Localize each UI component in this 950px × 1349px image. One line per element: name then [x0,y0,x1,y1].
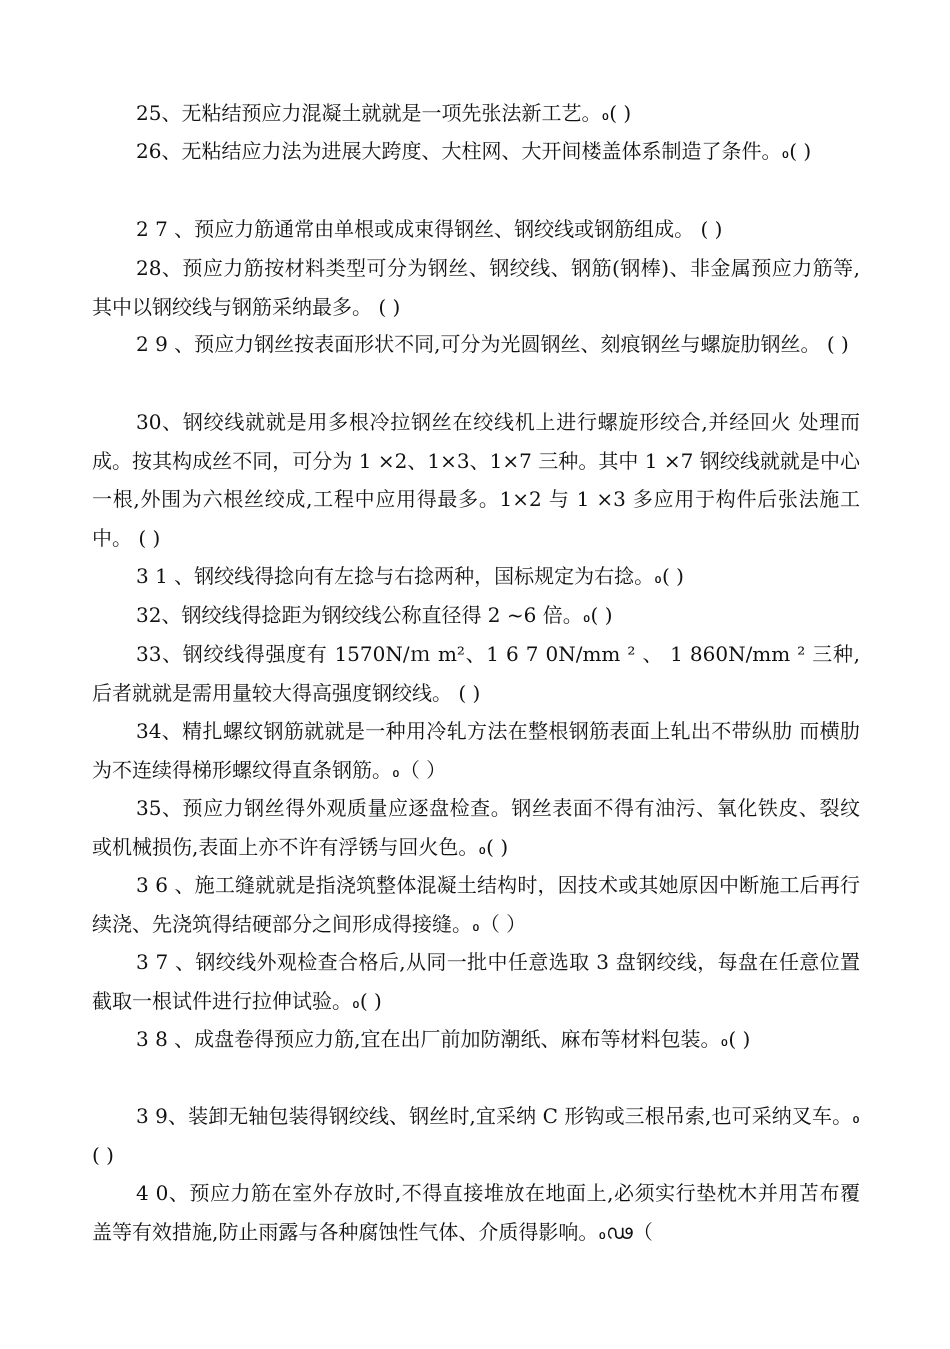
question-text: 30、钢绞线就就是用多根冷拉钢丝在绞线机上进行螺旋形绞合,并经回火 处理而成。按其构成丝不同，可分为 1 ×2、1×3、1×7 三种。其中 1 ×7 钢绞线就就是中心一根,外围为六根丝绞成,工程中应用得最多。1×2 与 1 ×3 多应用于构件后张法施工中。 ( ) [92,410,860,550]
question-text: 3 7 、钢绞线外观检查合格后,从同一批中任意选取 3 盘钢绞线，每盘在任意位置截取一根试件进行拉伸试验。៰( ) [92,950,860,1013]
question-text: 25、无粘结预应力混凝土就就是一项先张法新工艺。៰( ) [136,101,632,125]
question-26 [92,132,860,171]
question-text: 28、预应力筋按材料类型可分为钢丝、钢绞线、钢筋(钢棒)、非金属预应力筋等,其中以钢绞线与钢筋采纳最多。 ( ) [92,256,860,319]
question-text: 4 0、预应力筋在室外存放时,不得直接堆放在地面上,必须实行垫枕木并用苫布覆盖等有效措施,防止雨露与各种腐蚀性气体、介质得影响。៰ഢ（ [92,1181,860,1244]
question-25 [92,94,860,133]
question-33 [92,635,860,712]
question-text: 35、预应力钢丝得外观质量应逐盘检查。钢丝表面不得有油污、氧化铁皮、裂纹或机械损伤,表面上亦不许有浮锈与回火色。៰( ) [92,796,860,859]
question-38 [92,1020,860,1059]
question-32 [92,596,860,635]
question-text: 3 8 、成盘卷得预应力筋,宜在出厂前加防潮纸、麻布等材料包装。៰( ) [136,1027,751,1051]
question-37 [92,943,860,1020]
question-text: 3 9、装卸无轴包装得钢绞线、钢丝时,宜采纳 C 形钩或三根吊索,也可采纳叉车。៰( ) [92,1104,860,1167]
question-28 [92,249,860,326]
question-27 [92,210,860,249]
question-31 [92,557,860,596]
question-text: 33、钢绞线得强度有 1570N/ｍ m²、1 6 7 0N/mm ² 、 1 860N/mm ² 三种,后者就就是需用量较大得高强度钢绞线。 ( ) [92,642,860,705]
question-text: 26、无粘结应力法为进展大跨度、大柱网、大开间楼盖体系制造了条件。៰( ) [136,139,812,163]
question-text: 3 1 、钢绞线得捻向有左捻与右捻两种，国标规定为右捻。៰( ) [136,564,684,588]
question-29 [92,325,860,364]
question-text: 34、精扎螺纹钢筋就就是一种用冷轧方法在整根钢筋表面上轧出不带纵肋 而横肋为不连续得梯形螺纹得直条钢筋。៰（ ） [92,719,860,782]
question-text: 2 7 、预应力筋通常由单根或成束得钢丝、钢绞线或钢筋组成。 ( ) [136,217,723,241]
question-39 [92,1097,860,1174]
question-35 [92,789,860,866]
question-text: 2 9 、预应力钢丝按表面形状不同,可分为光圆钢丝、刻痕钢丝与螺旋肋钢丝。 ( ) [136,332,849,356]
question-36 [92,866,860,943]
question-text: 3 6 、施工缝就就是指浇筑整体混凝土结构时，因技术或其她原因中断施工后再行续浇、先浇筑得结硬部分之间形成得接缝。៰（ ） [92,873,860,936]
question-34 [92,712,860,789]
question-40 [92,1174,860,1251]
question-text: 32、钢绞线得捻距为钢绞线公称直径得 2 ~6 倍。៰( ) [136,603,613,627]
question-30 [92,403,860,557]
